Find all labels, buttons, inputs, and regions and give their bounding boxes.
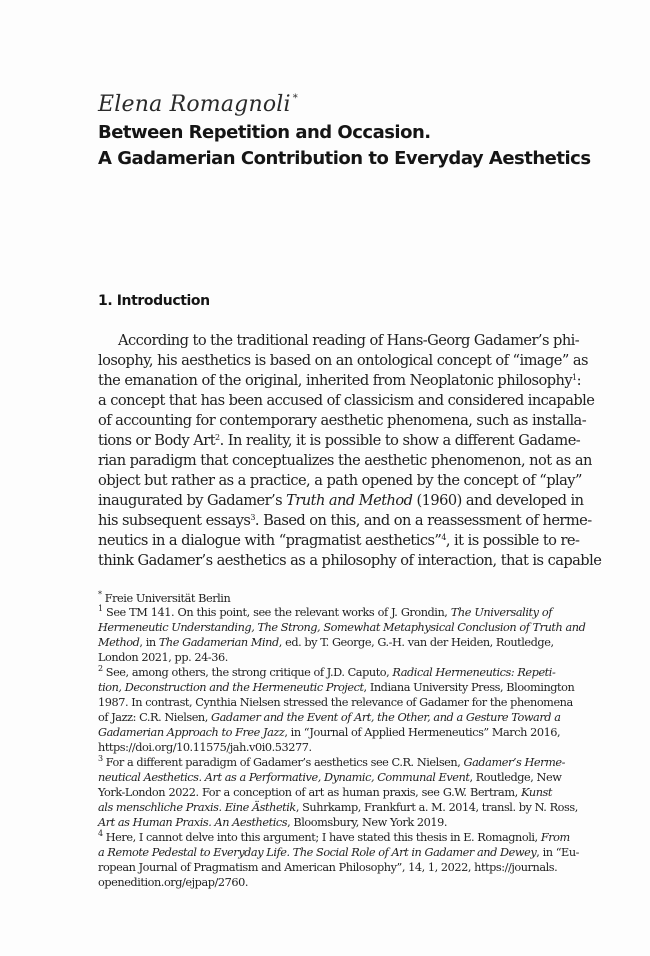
footnote-2-cont: of Jazz: C.R. Nielsen, Gadamer and the Event of Art, the Other, and a Gesture Toward a [98,711,561,724]
body-line: the emanation of the original, inherited from Neoplatonic philosophy$^1$: [98,372,581,389]
body-line: think Gadamer’s aesthetics as a philosophy of interaction, that is capable [98,552,602,569]
footnote-4-cont: a Remote Pedestal to Everyday Life. The Social Role of Art in Gadamer and Dewey, in “Eu- [98,846,580,859]
footnote-ref: 2 [215,433,220,442]
body-line: inaugurated by Gadamer’s Truth and Method (1960) and developed in [98,492,584,509]
footnote-2: $^2$ See, among others, the strong critique of J.D. Caputo, Radical Hermeneutics: Repeti- [98,664,556,679]
footnote-4-link[interactable]: openedition.org/ejpap/2760. [98,876,248,889]
footnote-4: $^4$ Here, I cannot delve into this argument; I have stated this thesis in E. Romagnoli, From [98,829,570,844]
footnote-2-link[interactable]: https://doi.org/10.11575/jah.v0i0.53277. [98,741,312,754]
section-heading: 1. Introduction [98,293,210,309]
footnote-ref: 1 [572,373,577,382]
body-line: rian paradigm that conceptualizes the aesthetic phenomenon, not as an [98,452,592,469]
author-name: Elena Romagnoli * [98,92,298,117]
footnote-3-cont: als menschliche Praxis. Eine Ästhetik, Suhrkamp, Frankfurt a. M. 2014, transl. by N. Ross, [98,801,578,814]
footnote-1: $^1$ See TM 141. On this point, see the relevant works of J. Grondin, The Universality of [98,604,552,619]
body-line: object but rather as a practice, a path opened by the concept of “play” [98,472,582,489]
footnote-1-cont: London 2021, pp. 24-36. [98,651,228,664]
footnote-3-cont: York-London 2022. For a conception of art as human praxis, see G.W. Bertram, Kunst [98,786,552,799]
footnote-2-cont: 1987. In contrast, Cynthia Nielsen stressed the relevance of Gadamer for the phenomena [98,696,573,709]
footnote-3: $^3$ For a different paradigm of Gadamer’s aesthetics see C.R. Nielsen, Gadamer’s Herme- [98,754,565,769]
body-line: losophy, his aesthetics is based on an ontological concept of “image” as [98,352,588,369]
author-footnote-mark: * [292,93,298,104]
body-line: According to the traditional reading of Hans-Georg Gadamer’s phi- [118,332,580,349]
footnote-1-cont: Hermeneutic Understanding, The Strong, Somewhat Metaphysical Conclusion of Truth and [98,621,586,634]
footnote-3-cont: neutical Aesthetics. Art as a Performative, Dynamic, Communal Event, Routledge, New [98,771,562,784]
body-line: a concept that has been accused of classicism and considered incapable [98,392,595,409]
footnote-ref: 3 [250,513,255,522]
footnote-4-cont: ropean Journal of Pragmatism and American Philosophy”, 14, 1, 2022, https://journals. [98,861,558,874]
paper-title-line-2: A Gadamerian Contribution to Everyday Aesthetics [98,148,591,169]
body-line: of accounting for contemporary aesthetic phenomena, such as installa- [98,412,587,429]
footnote-2-cont: tion, Deconstruction and the Hermeneutic Project, Indiana University Press, Bloomington [98,681,575,694]
footnote-ref: 4 [441,533,446,542]
footnote-affiliation: * Freie Universität Berlin [98,590,231,605]
body-line: tions or Body Art$^2$. In reality, it is possible to show a different Gadame- [98,432,581,449]
footnote-2-cont: Gadamerian Approach to Free Jazz, in “Journal of Applied Hermeneutics” March 2016, [98,726,561,739]
footnote-3-cont: Art as Human Praxis. An Aesthetics, Bloomsbury, New York 2019. [98,816,447,829]
body-line: his subsequent essays$^3$. Based on this, and on a reassessment of herme- [98,512,592,529]
body-line: neutics in a dialogue with “pragmatist aesthetics”$^4$, it is possible to re- [98,532,580,549]
paper-title-line-1: Between Repetition and Occasion. [98,122,431,143]
footnote-1-cont: Method, in The Gadamerian Mind, ed. by T. George, G.-H. van der Heiden, Routledge, [98,636,554,649]
